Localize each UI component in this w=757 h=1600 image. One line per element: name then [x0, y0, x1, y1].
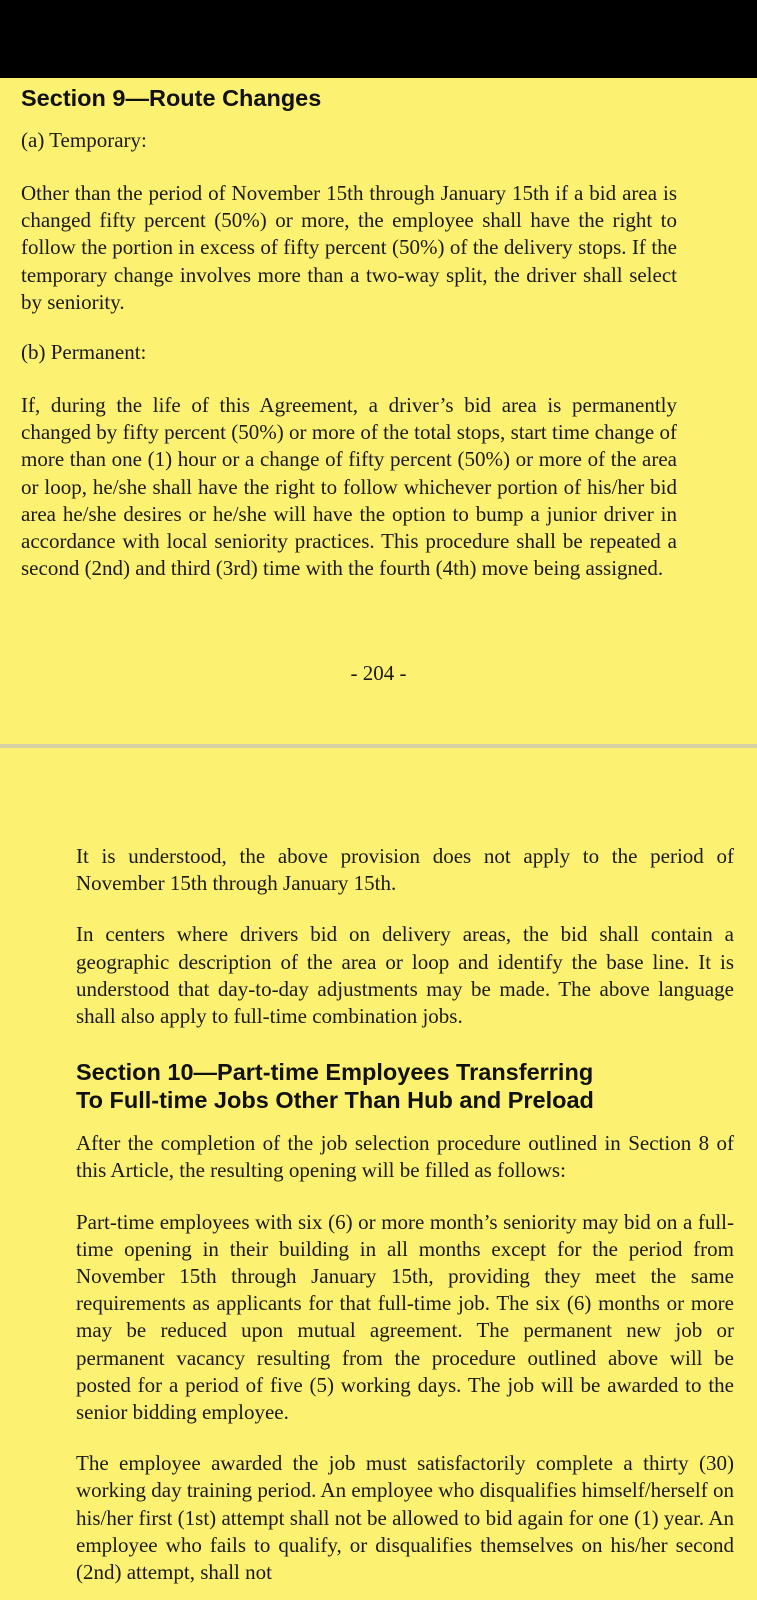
page-number: - 204 - — [350, 661, 407, 685]
section-10-paragraph-2: Part-time employees with six (6) or more month’s seniority may bid on a full-time opening in their building in all months except for the period from November 15th through January 15th, providing they meet the same requirements as applicants for that full-time job. The six (6) months or more may be reduced upon mutual agreement. The permanent new job or permanent vacancy resulting from the procedure outlined above will be posted for a period of five (5) working days. The job will be awarded to the senior bidding employee. — [76, 1209, 734, 1425]
subsection-a-text: Other than the period of November 15th through January 15th if a bid area is changed fifty percent (50%) or more, the employee shall have the right to follow the portion in excess of fifty percent (50%) of the delivery stops. If the temporary change involves more than a two-way split, the driver shall select by seniority. — [21, 181, 677, 314]
subsection-b-label: (b) Permanent: — [21, 340, 147, 365]
page-divider — [0, 744, 757, 748]
section-10-paragraph-1: After the completion of the job selection procedure outlined in Section 8 of this Article, the resulting opening will be filled as follows: — [76, 1131, 734, 1183]
section-10-heading-line-1: Section 10—Part-time Employees Transferring — [76, 1059, 594, 1086]
section-9-heading: Section 9—Route Changes — [21, 85, 322, 111]
section-10-heading-line-2: To Full-time Jobs Other Than Hub and Preload — [76, 1087, 594, 1114]
document-page-204 — [21, 84, 677, 582]
section-10-heading — [76, 1058, 734, 1114]
document-page-205 — [76, 843, 734, 1586]
top-black-bar — [0, 0, 757, 78]
provision-note-paragraph: It is understood, the above provision does not apply to the period of November 15th through January 15th. — [76, 844, 734, 896]
bid-areas-paragraph: In centers where drivers bid on delivery areas, the bid shall contain a geographic description of the area or loop and identify the base line. It is understood that day-to-day adjustments may be made. The above language shall also apply to full-time combination jobs. — [76, 922, 734, 1029]
subsection-b-text: If, during the life of this Agreement, a driver’s bid area is permanently changed by fifty percent (50%) or more of the total stops, start time change of more than one (1) hour or a change of fifty percent (50%) or more of the area or loop, he/she shall have the right to follow whichever portion of his/her bid area he/she desires or he/she will have the option to bump a junior driver in accordance with local seniority practices. This procedure shall be repeated a second (2nd) and third (3rd) time with the fourth (4th) move being assigned. — [21, 393, 677, 581]
subsection-a-label: (a) Temporary: — [21, 128, 147, 152]
section-10-paragraph-3: The employee awarded the job must satisfactorily complete a thirty (30) working day training period. An employee who disqualifies himself/herself on his/her first (1st) attempt shall not be allowed to bid again for one (1) year. An employee who fails to qualify, or disqualifies themselves on his/her second (2nd) attempt, shall not — [76, 1451, 734, 1585]
